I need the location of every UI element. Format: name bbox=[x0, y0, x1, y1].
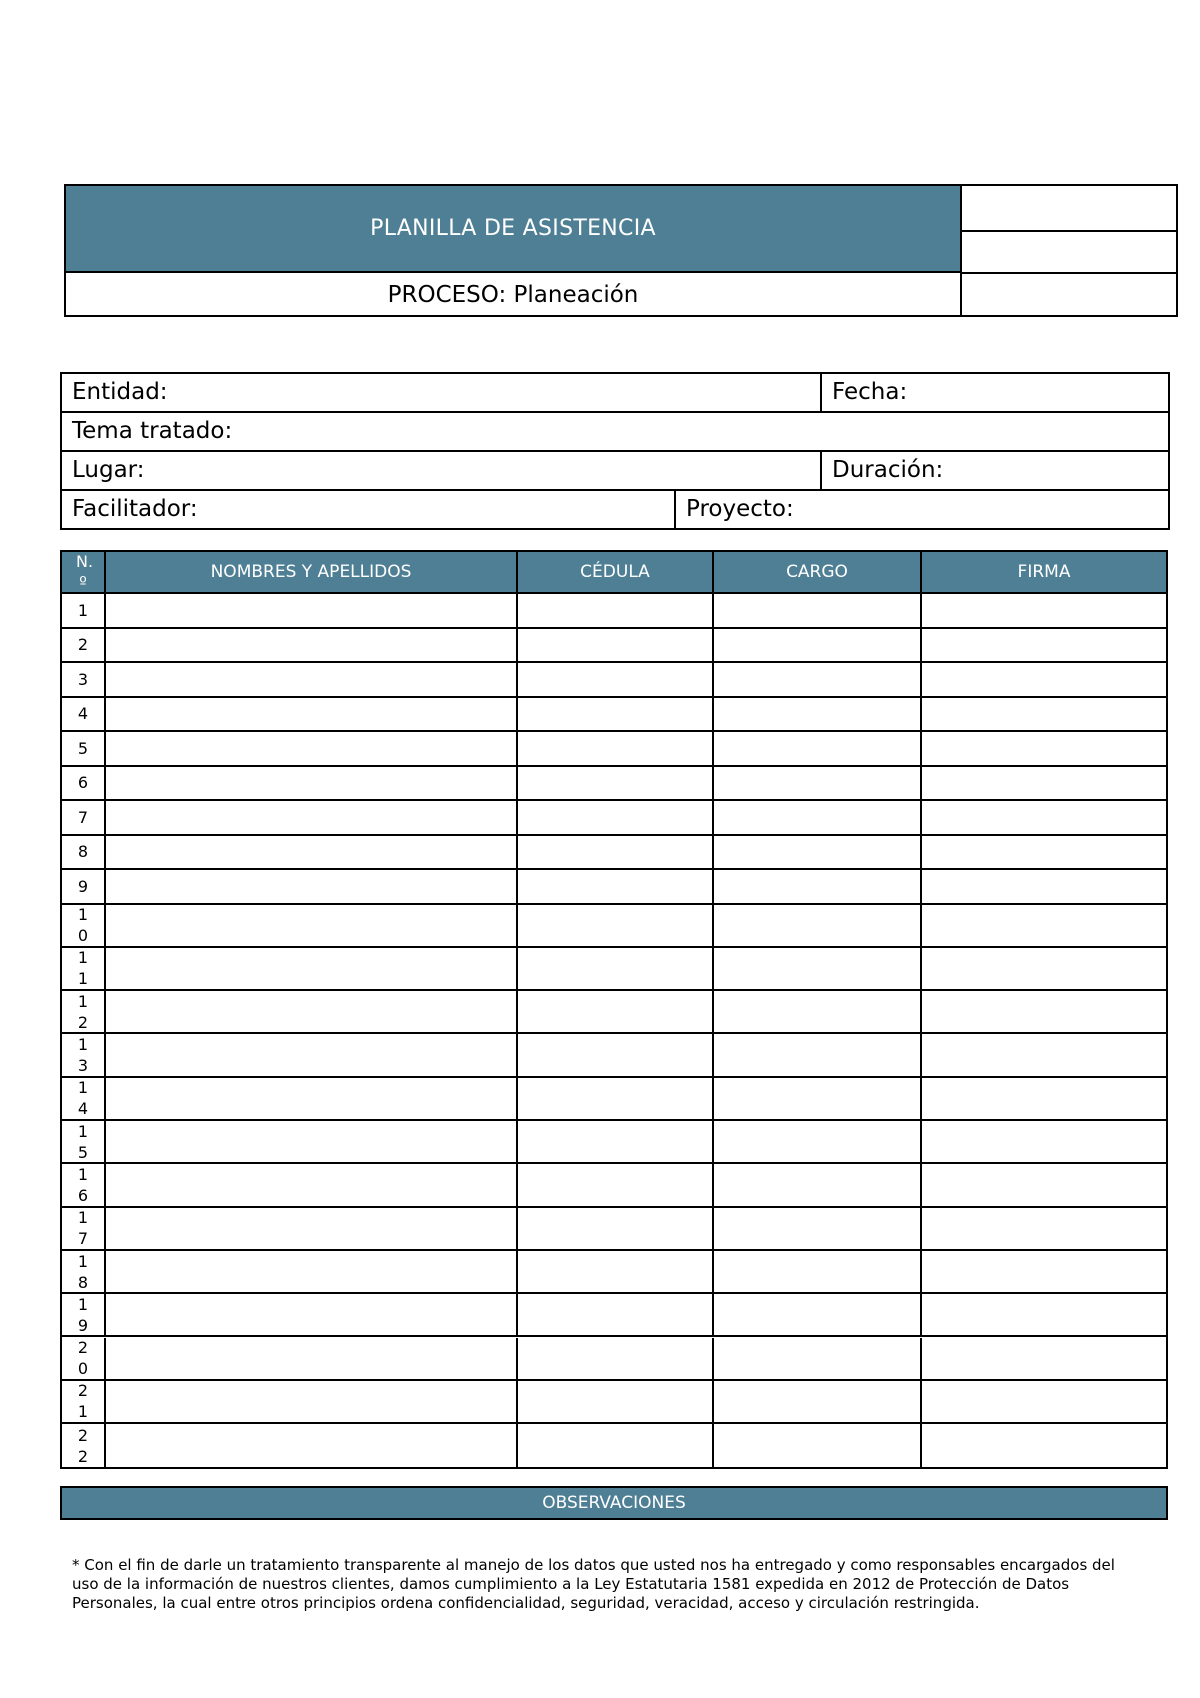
signature-cell[interactable] bbox=[922, 948, 1166, 989]
cedula-cell[interactable] bbox=[518, 1208, 714, 1249]
row-number bbox=[62, 836, 106, 869]
cargo-cell[interactable] bbox=[714, 732, 922, 765]
cedula-cell[interactable] bbox=[518, 663, 714, 696]
signature-cell[interactable] bbox=[922, 801, 1166, 834]
name-cell[interactable] bbox=[106, 698, 518, 731]
cedula-cell[interactable] bbox=[518, 1251, 714, 1292]
table-row bbox=[62, 732, 1166, 767]
tema-field[interactable]: Tema tratado: bbox=[72, 418, 233, 444]
row-number bbox=[62, 1164, 106, 1205]
table-row bbox=[62, 991, 1166, 1034]
signature-cell[interactable] bbox=[922, 629, 1166, 662]
cargo-cell[interactable] bbox=[714, 1338, 922, 1379]
cargo-cell[interactable] bbox=[714, 836, 922, 869]
name-cell[interactable] bbox=[106, 1164, 518, 1205]
document-title: PLANILLA DE ASISTENCIA bbox=[66, 186, 962, 273]
cargo-cell[interactable] bbox=[714, 1164, 922, 1205]
table-row bbox=[62, 1121, 1166, 1164]
cargo-cell[interactable] bbox=[714, 1251, 922, 1292]
table-row bbox=[62, 594, 1166, 629]
row-number-label: 22 bbox=[77, 1425, 89, 1466]
table-row bbox=[62, 836, 1166, 871]
name-cell[interactable] bbox=[106, 732, 518, 765]
name-cell[interactable] bbox=[106, 1294, 518, 1335]
row-number bbox=[62, 1294, 106, 1335]
table-row bbox=[62, 1078, 1166, 1121]
cargo-cell[interactable] bbox=[714, 1208, 922, 1249]
cedula-cell[interactable] bbox=[518, 629, 714, 662]
info-row-tema bbox=[62, 413, 1168, 452]
cedula-cell[interactable] bbox=[518, 801, 714, 834]
name-cell[interactable] bbox=[106, 1034, 518, 1075]
signature-cell[interactable] bbox=[922, 663, 1166, 696]
cedula-cell[interactable] bbox=[518, 698, 714, 731]
cedula-cell[interactable] bbox=[518, 991, 714, 1032]
row-number-label: 7 bbox=[77, 807, 89, 827]
cedula-cell[interactable] bbox=[518, 836, 714, 869]
proyecto-field[interactable]: Proyecto: bbox=[686, 496, 794, 522]
signature-cell[interactable] bbox=[922, 905, 1166, 946]
data-protection-disclaimer: * Con el fin de darle un tratamiento transparente al manejo de los datos que usted nos ha entregado y como responsables encargados del uso de la información de nuestros clientes, damos cumplimiento a la Ley Estatutaria 1581 expedida en 2012 de Protección de Datos Personales, la cual entre otros principios ordena confidencialidad, seguridad, veracidad, acceso y circulación restringida. bbox=[72, 1556, 1115, 1612]
row-number bbox=[62, 767, 106, 800]
cargo-cell[interactable] bbox=[714, 698, 922, 731]
cargo-cell[interactable] bbox=[714, 991, 922, 1032]
row-number-label: 14 bbox=[77, 1078, 89, 1119]
table-row bbox=[62, 1164, 1166, 1207]
cedula-cell[interactable] bbox=[518, 948, 714, 989]
meta-cell-code bbox=[962, 186, 1176, 232]
table-row bbox=[62, 905, 1166, 948]
table-row bbox=[62, 870, 1166, 905]
table-row bbox=[62, 1381, 1166, 1424]
info-row-entidad bbox=[62, 374, 1168, 413]
row-number bbox=[62, 663, 106, 696]
name-cell[interactable] bbox=[106, 1424, 518, 1467]
signature-cell[interactable] bbox=[922, 1294, 1166, 1335]
row-number-label: 20 bbox=[77, 1338, 89, 1379]
name-cell[interactable] bbox=[106, 836, 518, 869]
row-number bbox=[62, 1034, 106, 1075]
cargo-cell[interactable] bbox=[714, 594, 922, 627]
row-number-label: 9 bbox=[77, 876, 89, 896]
entidad-field[interactable]: Entidad: bbox=[72, 379, 168, 405]
column-header-cedula: CÉDULA bbox=[518, 552, 714, 594]
duracion-field[interactable]: Duración: bbox=[832, 457, 944, 483]
signature-cell[interactable] bbox=[922, 870, 1166, 903]
table-row bbox=[62, 1208, 1166, 1251]
signature-cell[interactable] bbox=[922, 1251, 1166, 1292]
cargo-cell[interactable] bbox=[714, 1034, 922, 1075]
table-row bbox=[62, 1294, 1166, 1337]
row-number bbox=[62, 1121, 106, 1162]
signature-cell[interactable] bbox=[922, 732, 1166, 765]
name-cell[interactable] bbox=[106, 870, 518, 903]
header-table bbox=[64, 184, 1178, 317]
row-number bbox=[62, 1381, 106, 1422]
table-row bbox=[62, 1424, 1166, 1467]
name-cell[interactable] bbox=[106, 1251, 518, 1292]
cargo-cell[interactable] bbox=[714, 1381, 922, 1422]
cargo-cell[interactable] bbox=[714, 663, 922, 696]
attendance-table bbox=[60, 550, 1168, 1469]
name-cell[interactable] bbox=[106, 663, 518, 696]
row-number-label: 17 bbox=[77, 1208, 89, 1249]
row-number bbox=[62, 870, 106, 903]
cargo-cell[interactable] bbox=[714, 801, 922, 834]
cedula-cell[interactable] bbox=[518, 1294, 714, 1335]
row-number bbox=[62, 1251, 106, 1292]
row-number-label: 18 bbox=[77, 1251, 89, 1292]
row-number bbox=[62, 698, 106, 731]
signature-cell[interactable] bbox=[922, 1078, 1166, 1119]
cargo-cell[interactable] bbox=[714, 1424, 922, 1467]
cedula-cell[interactable] bbox=[518, 767, 714, 800]
row-number-label: 12 bbox=[77, 991, 89, 1032]
name-cell[interactable] bbox=[106, 629, 518, 662]
table-row bbox=[62, 1034, 1166, 1077]
cargo-cell[interactable] bbox=[714, 629, 922, 662]
row-number bbox=[62, 732, 106, 765]
cedula-cell[interactable] bbox=[518, 594, 714, 627]
name-cell[interactable] bbox=[106, 1381, 518, 1422]
cedula-cell[interactable] bbox=[518, 732, 714, 765]
name-cell[interactable] bbox=[106, 991, 518, 1032]
row-number bbox=[62, 948, 106, 989]
meta-cell-version bbox=[962, 232, 1176, 274]
name-cell[interactable] bbox=[106, 1208, 518, 1249]
column-header-cargo: CARGO bbox=[714, 552, 922, 594]
table-row bbox=[62, 767, 1166, 802]
table-row bbox=[62, 629, 1166, 664]
row-number-label: 1 bbox=[77, 600, 89, 620]
cargo-cell[interactable] bbox=[714, 767, 922, 800]
signature-cell[interactable] bbox=[922, 1424, 1166, 1467]
signature-cell[interactable] bbox=[922, 594, 1166, 627]
row-number bbox=[62, 905, 106, 946]
name-cell[interactable] bbox=[106, 594, 518, 627]
meta-cell-date bbox=[962, 274, 1176, 317]
signature-cell[interactable] bbox=[922, 698, 1166, 731]
row-number-label: 16 bbox=[77, 1164, 89, 1205]
name-cell[interactable] bbox=[106, 801, 518, 834]
info-row-lugar bbox=[62, 452, 1168, 491]
column-header-firma: FIRMA bbox=[922, 552, 1166, 594]
cedula-cell[interactable] bbox=[518, 1078, 714, 1119]
meeting-info-table bbox=[60, 372, 1170, 530]
row-number-label: 21 bbox=[77, 1381, 89, 1422]
signature-cell[interactable] bbox=[922, 1034, 1166, 1075]
row-number-label: 13 bbox=[77, 1035, 89, 1076]
signature-cell[interactable] bbox=[922, 1164, 1166, 1205]
name-cell[interactable] bbox=[106, 905, 518, 946]
cargo-cell[interactable] bbox=[714, 1294, 922, 1335]
row-number-label: 19 bbox=[77, 1294, 89, 1335]
name-cell[interactable] bbox=[106, 948, 518, 989]
row-number-label: 3 bbox=[77, 669, 89, 689]
cargo-cell[interactable] bbox=[714, 870, 922, 903]
row-number-label: 8 bbox=[77, 842, 89, 862]
row-number bbox=[62, 629, 106, 662]
table-row bbox=[62, 1251, 1166, 1294]
cargo-cell[interactable] bbox=[714, 948, 922, 989]
row-number-label: 4 bbox=[77, 704, 89, 724]
name-cell[interactable] bbox=[106, 1121, 518, 1162]
row-number bbox=[62, 991, 106, 1032]
table-row bbox=[62, 698, 1166, 733]
cedula-cell[interactable] bbox=[518, 1338, 714, 1379]
row-number-label: 11 bbox=[77, 948, 89, 989]
cedula-cell[interactable] bbox=[518, 1424, 714, 1467]
facilitador-field[interactable]: Facilitador: bbox=[72, 496, 198, 522]
cedula-cell[interactable] bbox=[518, 905, 714, 946]
process-label: PROCESO: Planeación bbox=[66, 273, 962, 317]
cedula-cell[interactable] bbox=[518, 1121, 714, 1162]
signature-cell[interactable] bbox=[922, 1208, 1166, 1249]
row-number-label: 5 bbox=[77, 738, 89, 758]
cedula-cell[interactable] bbox=[518, 870, 714, 903]
row-number bbox=[62, 801, 106, 834]
row-number bbox=[62, 1208, 106, 1249]
cedula-cell[interactable] bbox=[518, 1164, 714, 1205]
row-number-label: 15 bbox=[77, 1121, 89, 1162]
fecha-field[interactable]: Fecha: bbox=[832, 379, 908, 405]
cargo-cell[interactable] bbox=[714, 905, 922, 946]
signature-cell[interactable] bbox=[922, 767, 1166, 800]
column-header-number: N.º bbox=[62, 552, 106, 594]
name-cell[interactable] bbox=[106, 767, 518, 800]
signature-cell[interactable] bbox=[922, 1121, 1166, 1162]
signature-cell[interactable] bbox=[922, 836, 1166, 869]
lugar-field[interactable]: Lugar: bbox=[72, 457, 145, 483]
name-cell[interactable] bbox=[106, 1338, 518, 1379]
table-row bbox=[62, 948, 1166, 991]
table-row bbox=[62, 663, 1166, 698]
row-number bbox=[62, 1338, 106, 1379]
info-row-facilitador bbox=[62, 491, 1168, 530]
cedula-cell[interactable] bbox=[518, 1381, 714, 1422]
signature-cell[interactable] bbox=[922, 1381, 1166, 1422]
name-cell[interactable] bbox=[106, 1078, 518, 1119]
row-number bbox=[62, 1078, 106, 1119]
cedula-cell[interactable] bbox=[518, 1034, 714, 1075]
row-number-label: 10 bbox=[77, 905, 89, 946]
row-number-label: 6 bbox=[77, 773, 89, 793]
table-row bbox=[62, 1338, 1166, 1381]
cargo-cell[interactable] bbox=[714, 1121, 922, 1162]
table-row bbox=[62, 801, 1166, 836]
signature-cell[interactable] bbox=[922, 1338, 1166, 1379]
observations-header: OBSERVACIONES bbox=[60, 1486, 1168, 1520]
row-number-label: 2 bbox=[77, 635, 89, 655]
column-header-names: NOMBRES Y APELLIDOS bbox=[106, 552, 518, 594]
row-number bbox=[62, 594, 106, 627]
cargo-cell[interactable] bbox=[714, 1078, 922, 1119]
row-number bbox=[62, 1424, 106, 1467]
signature-cell[interactable] bbox=[922, 991, 1166, 1032]
